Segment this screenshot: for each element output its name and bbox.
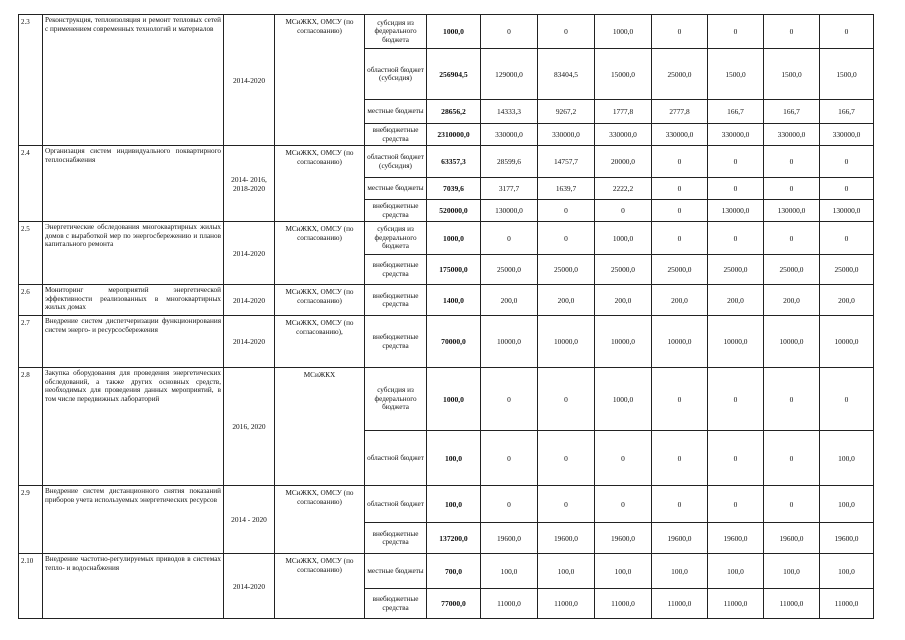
year-value: 130000,0 [708,200,764,222]
year-value: 10000,0 [652,316,708,368]
item-number: 2.6 [19,285,43,316]
year-value: 11000,0 [538,589,595,619]
year-value: 0 [820,178,874,200]
funding-total: 7039,6 [427,178,481,200]
item-executor: МСиЖКХ, ОМСУ (по согласованию) [275,222,365,285]
year-value: 1000,0 [595,368,652,431]
funding-total: 70000,0 [427,316,481,368]
item-description: Внедрение систем диспетчеризации функционирования систем энерго- и ресурсосбережения [43,316,224,368]
funding-source: субсидия из федерального бюджета [365,15,427,49]
funding-source: внебюджетные средства [365,316,427,368]
year-value: 330000,0 [595,124,652,146]
item-period: 2014-2020 [224,554,275,619]
year-value: 0 [652,431,708,486]
funding-source: внебюджетные средства [365,255,427,285]
year-value: 0 [481,368,538,431]
year-value: 19600,0 [595,523,652,554]
funding-total: 100,0 [427,486,481,523]
funding-source: внебюджетные средства [365,523,427,554]
year-value: 330000,0 [708,124,764,146]
year-value: 25000,0 [595,255,652,285]
year-value: 0 [764,486,820,523]
funding-source: областной бюджет (субсидия) [365,49,427,100]
year-value: 166,7 [764,100,820,124]
year-value: 0 [708,15,764,49]
funding-source: местные бюджеты [365,178,427,200]
year-value: 0 [652,486,708,523]
year-value: 0 [708,486,764,523]
year-value: 0 [764,146,820,178]
year-value: 20000,0 [595,146,652,178]
item-description: Реконструкция, теплоизоляция и ремонт тепловых сетей с применением современных технологий и материалов [43,15,224,146]
item-description: Закупка оборудования для проведения энергетических обследований, а также других основных средств, необходимых для проведения данных мероприятий, в том числе передвижных лабораторий [43,368,224,486]
year-value: 0 [764,15,820,49]
item-description: Мониторинг мероприятий энергетической эффективности реализованных в многоквартирных жилых домах [43,285,224,316]
item-number: 2.7 [19,316,43,368]
year-value: 200,0 [481,285,538,316]
year-value: 25000,0 [764,255,820,285]
item-executor: МСиЖКХ, ОМСУ (по согласованию) [275,146,365,222]
item-executor: МСиЖКХ [275,368,365,486]
year-value: 200,0 [764,285,820,316]
year-value: 130000,0 [764,200,820,222]
item-description: Внедрение систем дистанционного снятия показаний приборов учета используемых энергетических ресурсов [43,486,224,554]
year-value: 0 [538,15,595,49]
year-value: 19600,0 [652,523,708,554]
item-executor: МСиЖКХ, ОМСУ (по согласованию) [275,486,365,554]
year-value: 100,0 [820,431,874,486]
year-value: 11000,0 [708,589,764,619]
year-value: 11000,0 [481,589,538,619]
year-value: 10000,0 [481,316,538,368]
item-description: Внедрение частотно-регулируемых приводов в системах тепло- и водоснабжения [43,554,224,619]
year-value: 1000,0 [595,222,652,255]
year-value: 0 [481,222,538,255]
funding-total: 1400,0 [427,285,481,316]
year-value: 0 [764,222,820,255]
year-value: 28599,6 [481,146,538,178]
year-value: 0 [538,486,595,523]
funding-total: 1000,0 [427,15,481,49]
year-value: 0 [538,200,595,222]
funding-total: 700,0 [427,554,481,589]
item-number: 2.10 [19,554,43,619]
year-value: 0 [481,15,538,49]
funding-total: 1000,0 [427,368,481,431]
year-value: 19600,0 [708,523,764,554]
funding-source: субсидия из федерального бюджета [365,222,427,255]
funding-source: областной бюджет [365,486,427,523]
year-value: 100,0 [538,554,595,589]
year-value: 0 [538,431,595,486]
funding-total: 1000,0 [427,222,481,255]
year-value: 1000,0 [595,15,652,49]
year-value: 130000,0 [820,200,874,222]
funding-source: внебюджетные средства [365,285,427,316]
item-number: 2.4 [19,146,43,222]
year-value: 0 [820,368,874,431]
year-value: 330000,0 [652,124,708,146]
year-value: 0 [538,368,595,431]
year-value: 10000,0 [595,316,652,368]
year-value: 166,7 [820,100,874,124]
item-period: 2014- 2016, 2018-2020 [224,146,275,222]
year-value: 129000,0 [481,49,538,100]
year-value: 1500,0 [764,49,820,100]
funding-source: внебюджетные средства [365,200,427,222]
year-value: 0 [652,178,708,200]
year-value: 10000,0 [538,316,595,368]
funding-total: 175000,0 [427,255,481,285]
item-description: Энергетические обследования многоквартирных жилых домов с выработкой мер по энергосбережению и планов капитального ремонта [43,222,224,285]
item-period: 2014-2020 [224,15,275,146]
funding-total: 2310000,0 [427,124,481,146]
table-row [19,554,874,589]
table-row [19,146,874,178]
year-value: 330000,0 [538,124,595,146]
year-value: 200,0 [820,285,874,316]
year-value: 1500,0 [708,49,764,100]
year-value: 0 [538,222,595,255]
year-value: 15000,0 [595,49,652,100]
funding-source: внебюджетные средства [365,589,427,619]
item-executor: МСиЖКХ, ОМСУ (по согласованию) [275,15,365,146]
year-value: 25000,0 [652,255,708,285]
year-value: 10000,0 [764,316,820,368]
year-value: 200,0 [708,285,764,316]
item-description: Организация систем индивидуального поквартирного теплоснабжения [43,146,224,222]
table-row [19,285,874,316]
table-row [19,15,874,49]
budget-table [18,14,874,619]
item-period: 2014 - 2020 [224,486,275,554]
year-value: 14757,7 [538,146,595,178]
year-value: 100,0 [820,554,874,589]
year-value: 14333,3 [481,100,538,124]
budget-sheet [18,14,874,619]
year-value: 83404,5 [538,49,595,100]
year-value: 11000,0 [652,589,708,619]
item-number: 2.8 [19,368,43,486]
year-value: 130000,0 [481,200,538,222]
year-value: 100,0 [595,554,652,589]
funding-source: местные бюджеты [365,100,427,124]
year-value: 0 [481,431,538,486]
item-executor: МСиЖКХ, ОМСУ (по согласованию) [275,554,365,619]
year-value: 0 [764,368,820,431]
funding-source: областной бюджет [365,431,427,486]
year-value: 0 [820,146,874,178]
year-value: 330000,0 [764,124,820,146]
item-period: 2016, 2020 [224,368,275,486]
funding-source: субсидия из федерального бюджета [365,368,427,431]
year-value: 1639,7 [538,178,595,200]
funding-total: 520000,0 [427,200,481,222]
year-value: 0 [595,486,652,523]
table-row [19,368,874,431]
year-value: 100,0 [652,554,708,589]
year-value: 200,0 [652,285,708,316]
item-period: 2014-2020 [224,222,275,285]
year-value: 0 [820,15,874,49]
year-value: 0 [595,200,652,222]
year-value: 0 [708,431,764,486]
table-row [19,316,874,368]
year-value: 0 [652,15,708,49]
year-value: 200,0 [538,285,595,316]
funding-total: 100,0 [427,431,481,486]
funding-total: 28656,2 [427,100,481,124]
year-value: 25000,0 [481,255,538,285]
year-value: 100,0 [820,486,874,523]
item-period: 2014-2020 [224,316,275,368]
funding-source: местные бюджеты [365,554,427,589]
year-value: 9267,2 [538,100,595,124]
table-row [19,486,874,523]
year-value: 100,0 [708,554,764,589]
year-value: 11000,0 [595,589,652,619]
year-value: 25000,0 [652,49,708,100]
year-value: 0 [652,222,708,255]
year-value: 25000,0 [708,255,764,285]
funding-source: внебюджетные средства [365,124,427,146]
year-value: 0 [652,368,708,431]
item-period: 2014-2020 [224,285,275,316]
year-value: 166,7 [708,100,764,124]
year-value: 0 [481,486,538,523]
funding-total: 63357,3 [427,146,481,178]
year-value: 0 [652,200,708,222]
year-value: 200,0 [595,285,652,316]
year-value: 10000,0 [708,316,764,368]
item-executor: МСиЖКХ, ОМСУ (по согласованию) [275,285,365,316]
item-number: 2.9 [19,486,43,554]
item-number: 2.3 [19,15,43,146]
year-value: 1777,8 [595,100,652,124]
year-value: 10000,0 [820,316,874,368]
year-value: 0 [708,368,764,431]
year-value: 19600,0 [820,523,874,554]
year-value: 25000,0 [820,255,874,285]
funding-source: областной бюджет (субсидия) [365,146,427,178]
year-value: 2777,8 [652,100,708,124]
year-value: 11000,0 [764,589,820,619]
year-value: 1500,0 [820,49,874,100]
year-value: 0 [820,222,874,255]
year-value: 11000,0 [820,589,874,619]
year-value: 330000,0 [820,124,874,146]
year-value: 100,0 [764,554,820,589]
item-number: 2.5 [19,222,43,285]
funding-total: 256904,5 [427,49,481,100]
year-value: 19600,0 [481,523,538,554]
year-value: 0 [764,178,820,200]
year-value: 19600,0 [538,523,595,554]
table-row [19,222,874,255]
year-value: 0 [652,146,708,178]
funding-total: 77000,0 [427,589,481,619]
year-value: 19600,0 [764,523,820,554]
item-executor: МСиЖКХ, ОМСУ (по согласованию), [275,316,365,368]
year-value: 25000,0 [538,255,595,285]
year-value: 0 [708,222,764,255]
year-value: 330000,0 [481,124,538,146]
year-value: 0 [764,431,820,486]
year-value: 2222,2 [595,178,652,200]
year-value: 100,0 [481,554,538,589]
year-value: 0 [708,178,764,200]
year-value: 0 [708,146,764,178]
funding-total: 137200,0 [427,523,481,554]
year-value: 0 [595,431,652,486]
year-value: 3177,7 [481,178,538,200]
